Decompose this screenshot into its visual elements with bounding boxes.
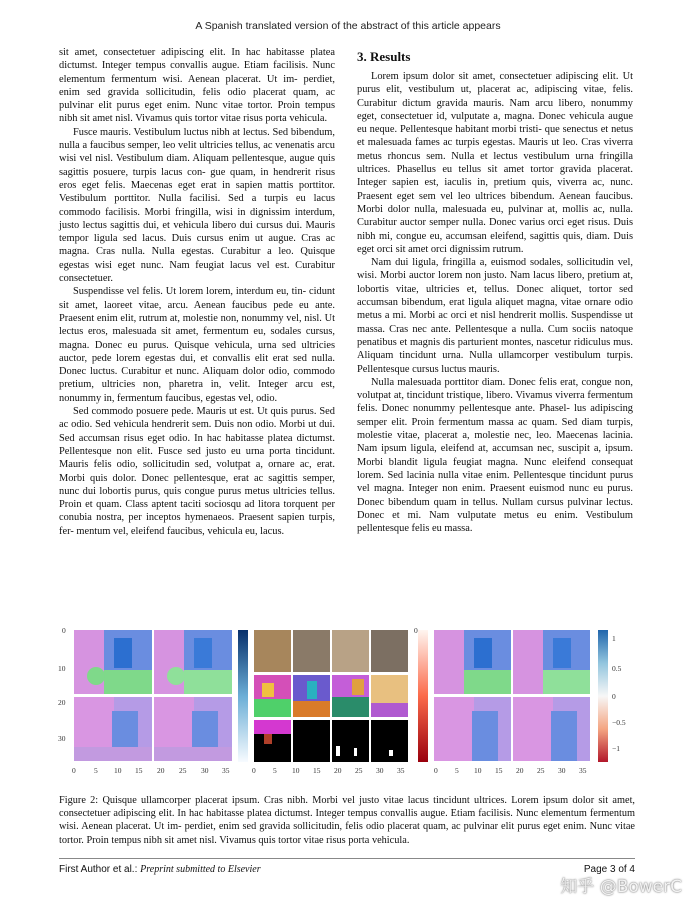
x-tick-label: 0 (252, 766, 256, 775)
figure-caption: Figure 2: Quisque ullamcorper placerat ipsum. Cras nibh. Morbi vel justo vitae lacus tincidunt ultrices. Lorem ipsum dolor sit amet, consectetuer adipiscing elit. In hac habitasse platea dictumst. Integer tempus convallis augue. Etiam facilisis. Nunc elementum fermentum wisi. Aenean placerat. Ut im- perdiet, enim sed gravida sollicitudin, felis odio placerat quam, ac pulvinar elit purus eget enim. Nunc vitae tortor. Proin tempus nibh sit amet nisl. Vivamus quis tortor vitae risus porta vehicula. (59, 795, 635, 846)
normal-map-image (154, 630, 232, 694)
running-head: A Spanish translated version of the abstract of this article appears (195, 20, 501, 32)
x-tick-label: 20 (157, 766, 165, 775)
footer-author-name: First Author et al.: (59, 864, 138, 875)
x-tick-label: 15 (495, 766, 503, 775)
x-axis-ticks (252, 766, 412, 776)
normal-map-image (154, 697, 232, 761)
x-tick-label: 25 (537, 766, 545, 775)
panel-normal-maps-right (434, 630, 590, 762)
normal-map-image (434, 697, 511, 761)
figure-2 (58, 626, 636, 778)
x-tick-label: 5 (94, 766, 98, 775)
x-tick-label: 30 (376, 766, 384, 775)
colorbar-tick-label: 0 (612, 692, 616, 701)
body-paragraph: Sed commodo posuere pede. Mauris ut est. Ut quis purus. Sed ac odio. Sed vehicula hendrerit sem. Duis non odio. Morbi ut dui. Sed accumsan risus eget odio. In hac habitasse platea dictumst. Pellentesque non elit. Fusce sed justo eu urna porta tincidunt. Mauris felis odio, sollicitudin sed, volutpat a, ornare ac, erat. Morbi quis dolor. Donec pellentesque, erat ac sagittis semper, nunc dui lobortis purus, quis congue purus metus ultricies tellus. Proin et quam. Class aptent taciti sociosqu ad litora torquent per conubia nostra, per inceptos hymenaeos. Praesent sapien turpis, fer- mentum vel, eleifend faucibus, vehicula eu, lacus. (59, 406, 335, 537)
y-tick-label: 10 (58, 664, 66, 673)
normal-map-image (513, 630, 590, 694)
colorbar-tick-label: 0 (414, 626, 418, 635)
section-heading-results: 3. Results (357, 49, 411, 64)
normal-map-image (74, 630, 152, 694)
x-tick-label: 35 (397, 766, 405, 775)
x-tick-label: 20 (334, 766, 342, 775)
colorbar (598, 630, 608, 762)
x-tick-label: 35 (579, 766, 587, 775)
x-tick-label: 0 (434, 766, 438, 775)
room-photo (254, 630, 291, 672)
left-column (59, 46, 335, 538)
footer-rule (59, 858, 635, 859)
colorbar-tick-label: 0.5 (612, 664, 622, 673)
y-tick-label: 0 (62, 626, 66, 635)
y-tick-label: 20 (58, 698, 66, 707)
body-paragraph: Lorem ipsum dolor sit amet, consectetuer adipiscing elit. Ut purus elit, vestibulum ut, placerat ac, adipiscing vitae, felis. Curabitur dictum gravida mauris. Nam arcu libero, nonummy eget, consectetuer id, vulputate a, magna. Donec vehicula augue eu neque. Pellentesque habitant morbi tristi- que senectus et netus et malesuada fames ac turpis egestas. Mauris ut leo. Cras viverra metus rhoncus sem. Nulla et lectus vestibulum urna fringilla ultrices. Phasellus eu tellus sit amet tortor gravida placerat. Integer sapien est, iaculis in, pretium quis, viverra ac, nunc. Praesent eget sem vel leo ultrices bibendum. Aenean faucibus. Morbi dolor nulla, malesuada eu, pulvinar at, mollis ac, nulla. Curabitur auctor semper nulla. Donec varius orci eget risus. Duis nibh mi, congue eu, accumsan eleifend, sagittis quis, diam. Duis eget orci sit amet orci dignissim rutrum. (357, 71, 633, 255)
body-paragraph: Nam dui ligula, fringilla a, euismod sodales, sollicitudin vel, wisi. Morbi auctor lorem non justo. Nam lacus libero, pretium at, lobortis vitae, ultricies et, tellus. Donec aliquet, tortor sed accumsan bibendum, erat ligula aliquet magna, vitae ornare odio metus a mi. Morbi ac orci et nisl hendrerit mollis. Suspendisse ut massa. Cras nec ante. Pellentesque a nulla. Cum sociis natoque penatibus et magnis dis parturient montes, nascetur ridiculus mus. Aliquam tincidunt urna. Nulla ullamcorper vestibulum turpis. Pellentesque cursus luctus mauris. (357, 257, 633, 375)
colorbar-tick-label: 1 (612, 634, 616, 643)
x-tick-label: 25 (179, 766, 187, 775)
watermark: 知乎 @BowerC (560, 877, 682, 897)
x-tick-label: 10 (114, 766, 122, 775)
footer-journal: Preprint submitted to Elsevier (140, 864, 261, 875)
x-tick-label: 5 (273, 766, 277, 775)
mask-image (371, 720, 408, 762)
room-photo (332, 630, 369, 672)
x-tick-label: 35 (222, 766, 230, 775)
body-paragraph: Nulla malesuada porttitor diam. Donec felis erat, congue non, volutpat at, tincidunt tristique, libero. Vivamus viverra fermentum felis. Donec nonummy pellentesque ante. Phasel- lus adipiscing semper elit. Proin fermentum massa ac quam. Sed diam turpis, molestie vitae, placerat a, molestie nec, leo. Maecenas lacinia. Nam ipsum ligula, eleifend at, accumsan nec, suscipit a, ipsum. Morbi blandit ligula feugiat magna. Nunc eleifend consequat lorem. Sed lacinia nulla vitae enim. Pellentesque tincidunt purus vel magna. Integer non enim. Praesent euismod nunc eu purus. Donec bibendum quam in tellus. Nullam cursus pulvinar lectus. Donec et mi. Nam vulputate metus eu enim. Vestibulum pellentesque felis eu massa. (357, 376, 633, 535)
x-tick-label: 15 (135, 766, 143, 775)
y-tick-label: 30 (58, 734, 66, 743)
colorbar-tick-label: −1 (612, 744, 620, 753)
normal-map-image (513, 697, 590, 761)
panel-photos-segmentation (254, 630, 408, 762)
mask-image (293, 720, 330, 762)
right-column (357, 50, 633, 535)
x-tick-label: 5 (455, 766, 459, 775)
mask-image (332, 720, 369, 762)
x-tick-label: 25 (355, 766, 363, 775)
normal-map-image (74, 697, 152, 761)
x-tick-label: 10 (474, 766, 482, 775)
colorbar (238, 630, 248, 762)
mask-image (254, 720, 291, 762)
x-axis-ticks (72, 766, 236, 776)
x-tick-label: 30 (558, 766, 566, 775)
room-photo (371, 630, 408, 672)
body-paragraph: Fusce mauris. Vestibulum luctus nibh at lectus. Sed bibendum, nulla a faucibus semper, leo velit ultricies tellus, ac venenatis arcu wisi vel nisl. Vestibulum diam. Aliquam pellentesque, augue quis sagittis posuere, turpis lacus con- gue quam, in hendrerit risus eros eget felis. Maecenas eget erat in sapien mattis porttitor. Vestibulum porttitor. Nulla facilisi. Sed a turpis eu lacus commodo facilisis. Morbi fringilla, wisi in dignissim interdum, justo lectus sagittis dui, et vehicula libero dui cursus dui. Mauris tempor ligula sed lacus. Duis cursus enim ut augue. Cras ac magna. Cras nulla. Nulla egestas. Curabitur a leo. Quisque egestas wisi eget nunc. Nam feugiat lacus vel est. Curabitur consectetuer. (59, 126, 335, 285)
x-tick-label: 0 (72, 766, 76, 775)
normal-map-image (434, 630, 511, 694)
colorbar (418, 630, 428, 762)
footer-author (59, 864, 261, 875)
x-tick-label: 15 (313, 766, 321, 775)
x-axis-ticks (434, 766, 594, 776)
segmentation-image (332, 675, 369, 717)
room-photo (293, 630, 330, 672)
segmentation-image (254, 675, 291, 717)
segmentation-image (371, 675, 408, 717)
x-tick-label: 30 (201, 766, 209, 775)
x-tick-label: 20 (516, 766, 524, 775)
page-number: Page 3 of 4 (583, 864, 635, 875)
segmentation-image (293, 675, 330, 717)
colorbar-tick-label: −0.5 (612, 718, 626, 727)
x-tick-label: 10 (292, 766, 300, 775)
body-paragraph: sit amet, consectetuer adipiscing elit. In hac habitasse platea dictumst. Integer tempus convallis augue. Etiam facilisis. Nunc elementum fermentum wisi. Aenean placerat. Ut im- perdiet, enim sed gravida sollicitudin, felis odio placerat quam, ac pulvinar elit purus eget enim. Nunc vitae tortor. Proin tempus nibh sit amet nisl. Vivamus quis tortor vitae risus porta vehicula. (59, 47, 335, 125)
body-paragraph: Suspendisse vel felis. Ut lorem lorem, interdum eu, tin- cidunt sit amet, laoreet vitae, arcu. Aenean faucibus pede eu ante. Praesent enim elit, rutrum at, molestie non, nonummy vel, nisl. Ut lectus eros, malesuada sit amet, fermentum eu, sodales cursus, magna. Donec eu purus. Quisque vehicula, urna sed ultricies auctor, pede lorem egestas dui, et convallis elit erat sed nulla. Donec luctus. Curabitur et nunc. Aliquam dolor odio, commodo pretium, ultricies non, pharetra in, velit. Integer arcu est, nonummy in, fermentum faucibus, egestas vel, odio. (59, 286, 335, 404)
panel-normal-maps (74, 630, 232, 762)
